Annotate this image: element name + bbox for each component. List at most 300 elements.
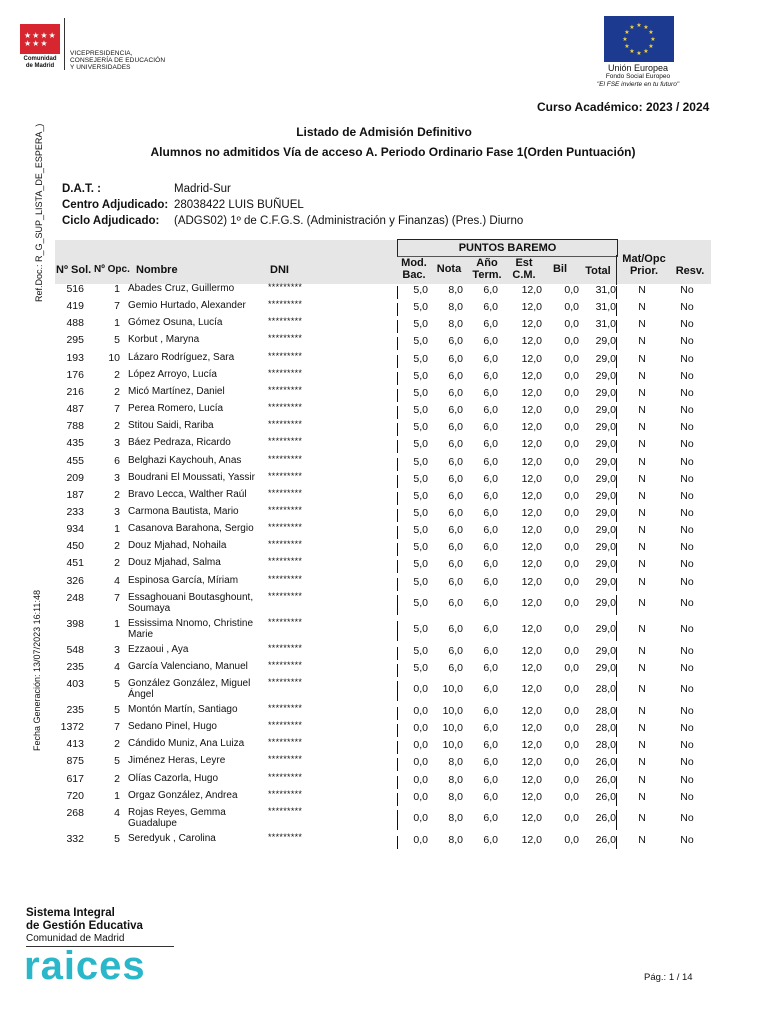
cell-anio-term: 6,0 <box>483 558 498 571</box>
cell-bil: 0,0 <box>564 455 579 468</box>
cell-mat-opc: N <box>638 472 646 485</box>
cell-mod-bac: 5,0 <box>413 369 428 382</box>
row-right-rule <box>616 355 617 368</box>
row-left-rule <box>397 303 398 316</box>
cell-mod-bac: 0,0 <box>413 722 428 735</box>
cell-nsol: 875 <box>66 755 84 768</box>
cell-nsol: 487 <box>66 403 84 416</box>
table-row <box>0 522 768 539</box>
cell-nsol: 216 <box>66 385 84 398</box>
col-header-nopc: Nº Opc. <box>94 264 130 275</box>
cell-nombre: Bravo Lecca, Walther Raúl <box>128 488 247 500</box>
course-label: Curso Académico: <box>537 100 643 114</box>
cell-mat-opc: N <box>638 558 646 571</box>
cell-anio-term: 6,0 <box>483 421 498 434</box>
row-left-rule <box>397 836 398 849</box>
cell-dni: ********* <box>268 805 303 816</box>
cell-anio-term: 6,0 <box>483 683 498 695</box>
eu-motto: "El FSE invierte en tu futuro" <box>596 81 680 88</box>
cell-resv: No <box>680 773 694 786</box>
cell-nopc: 2 <box>114 385 120 398</box>
cell-dni: ********* <box>268 504 303 515</box>
cell-mod-bac: 5,0 <box>413 558 428 571</box>
cell-anio-term: 6,0 <box>483 722 498 735</box>
cell-bil: 0,0 <box>564 524 579 537</box>
cell-total: 29,0 <box>595 541 616 554</box>
cell-nombre: Rojas Reyes, Gemma Guadalupe <box>128 806 226 829</box>
col-header-est-line2: C.M. <box>512 269 536 281</box>
table-row <box>0 720 768 737</box>
row-right-rule <box>616 303 617 316</box>
col-header-resv: Resv. <box>675 265 705 277</box>
cell-est-cm: 12,0 <box>521 541 542 554</box>
cell-mod-bac: 5,0 <box>413 301 428 314</box>
cell-mat-opc: N <box>638 455 646 468</box>
cell-bil: 0,0 <box>564 811 579 824</box>
cell-nopc: 7 <box>114 721 120 734</box>
cell-total: 29,0 <box>595 622 616 635</box>
cell-nsol: 326 <box>66 574 84 587</box>
row-right-rule <box>616 475 617 488</box>
cell-anio-term: 6,0 <box>483 773 498 786</box>
cell-anio-term: 6,0 <box>483 301 498 314</box>
cell-mod-bac: 0,0 <box>413 773 428 786</box>
cell-nopc: 5 <box>114 334 120 347</box>
cell-resv: No <box>680 683 694 695</box>
cell-dni: ********* <box>268 350 303 361</box>
row-right-rule <box>616 664 617 677</box>
col-header-mod-line2: Bac. <box>402 269 426 281</box>
dat-value: Madrid-Sur <box>174 183 231 195</box>
cell-mat-opc: N <box>638 386 646 399</box>
row-right-rule <box>616 810 617 830</box>
row-left-rule <box>397 595 398 615</box>
table-row <box>0 832 768 849</box>
cell-resv: No <box>680 352 694 365</box>
cell-anio-term: 6,0 <box>483 489 498 502</box>
cell-nota: 10,0 <box>442 722 463 735</box>
cell-anio-term: 6,0 <box>483 756 498 769</box>
cell-nopc: 2 <box>114 557 120 570</box>
cell-total: 28,0 <box>595 722 616 735</box>
cell-est-cm: 12,0 <box>521 421 542 434</box>
logo-stars-icon: ★★★★ ★★★ <box>24 31 57 48</box>
cell-est-cm: 12,0 <box>521 833 542 846</box>
cell-bil: 0,0 <box>564 472 579 485</box>
table-row <box>0 660 768 677</box>
cell-total: 26,0 <box>595 811 616 824</box>
cell-resv: No <box>680 455 694 468</box>
row-right-rule <box>616 406 617 419</box>
cell-mat-opc: N <box>638 335 646 348</box>
svg-text:★: ★ <box>622 36 628 43</box>
dept-line1: VICEPRESIDENCIA, <box>70 50 133 57</box>
cell-nsol: 248 <box>66 591 84 604</box>
footer-system-line1: Sistema Integral <box>26 907 115 919</box>
cell-mod-bac: 5,0 <box>413 438 428 451</box>
table-row <box>0 591 768 617</box>
cell-dni: ********* <box>268 677 303 687</box>
row-left-rule <box>397 560 398 573</box>
cell-resv: No <box>680 489 694 502</box>
cell-mat-opc: N <box>638 284 646 296</box>
cell-dni: ********* <box>268 659 303 670</box>
cell-nota: 8,0 <box>448 756 463 769</box>
cell-nota: 10,0 <box>442 739 463 752</box>
row-left-rule <box>397 724 398 737</box>
cell-nopc: 4 <box>114 806 120 819</box>
cell-total: 29,0 <box>595 421 616 434</box>
cell-total: 29,0 <box>595 661 616 674</box>
cell-nota: 6,0 <box>448 472 463 485</box>
footer-system-line2: de Gestión Educativa <box>26 920 143 932</box>
cell-dni: ********* <box>268 316 303 327</box>
cell-nopc: 1 <box>114 317 120 330</box>
cell-nombre: Gemio Hurtado, Alexander <box>128 300 246 312</box>
cell-nombre: Essissima Nnomo, Christine Marie <box>128 617 254 640</box>
row-right-rule <box>616 681 617 701</box>
cell-resv: No <box>680 558 694 571</box>
cell-nsol: 235 <box>66 660 84 673</box>
cell-nota: 6,0 <box>448 506 463 519</box>
cell-total: 31,0 <box>595 284 616 296</box>
cell-est-cm: 12,0 <box>521 301 542 314</box>
centro-label: Centro Adjudicado: <box>62 199 169 211</box>
cell-mod-bac: 5,0 <box>413 421 428 434</box>
cell-nombre: Essaghouani Boutasghount, Soumaya <box>128 591 254 614</box>
table-row <box>0 454 768 471</box>
cell-bil: 0,0 <box>564 404 579 417</box>
cell-mat-opc: N <box>638 705 646 717</box>
cell-anio-term: 6,0 <box>483 369 498 382</box>
cell-est-cm: 12,0 <box>521 352 542 365</box>
cell-bil: 0,0 <box>564 575 579 588</box>
cell-dni: ********* <box>268 419 303 430</box>
row-right-rule <box>616 440 617 453</box>
col-header-bil: Bil <box>552 263 568 275</box>
footer-community: Comunidad de Madrid <box>26 933 125 944</box>
table-row <box>0 789 768 806</box>
eu-stars-icon <box>604 16 674 62</box>
table-row <box>0 703 768 720</box>
cell-nombre: Gómez Osuna, Lucía <box>128 317 223 329</box>
cell-nsol: 451 <box>66 557 84 570</box>
cell-nombre: Micó Martínez, Daniel <box>128 385 225 397</box>
cell-nopc: 6 <box>114 454 120 467</box>
cell-mat-opc: N <box>638 404 646 417</box>
cell-nota: 10,0 <box>442 683 463 695</box>
cell-dni: ********* <box>268 590 303 601</box>
cell-resv: No <box>680 506 694 519</box>
cell-bil: 0,0 <box>564 683 579 695</box>
dept-line3: Y UNIVERSIDADES <box>70 64 131 71</box>
cell-mod-bac: 0,0 <box>413 739 428 752</box>
row-left-rule <box>397 492 398 505</box>
table-row <box>0 677 768 703</box>
row-left-rule <box>397 578 398 591</box>
cell-nopc: 4 <box>114 660 120 673</box>
puntos-baremo-right-border <box>616 255 617 285</box>
table-row <box>0 333 768 350</box>
cell-mod-bac: 5,0 <box>413 352 428 365</box>
row-right-rule <box>616 543 617 556</box>
cell-dni: ********* <box>268 573 303 584</box>
cell-nopc: 5 <box>114 704 120 716</box>
cell-resv: No <box>680 524 694 537</box>
eu-flag-icon <box>604 16 674 62</box>
cell-mat-opc: N <box>638 622 646 635</box>
cell-nopc: 1 <box>114 523 120 536</box>
eu-fund: Fondo Social Europeo <box>605 73 671 80</box>
col-header-nombre: Nombre <box>136 264 178 276</box>
table-row <box>0 402 768 419</box>
cell-nota: 6,0 <box>448 438 463 451</box>
table-row <box>0 316 768 333</box>
table-row <box>0 282 768 299</box>
cell-nombre: Korbut , Maryna <box>128 334 200 346</box>
row-left-rule <box>397 423 398 436</box>
cell-nombre: Cándido Muniz, Ana Luiza <box>128 738 245 750</box>
cell-anio-term: 6,0 <box>483 472 498 485</box>
eu-fund-text <box>580 73 696 89</box>
cell-total: 29,0 <box>595 575 616 588</box>
cell-anio-term: 6,0 <box>483 790 498 803</box>
cell-mat-opc: N <box>638 773 646 786</box>
cell-resv: No <box>680 438 694 451</box>
cell-bil: 0,0 <box>564 790 579 803</box>
row-left-rule <box>397 509 398 522</box>
cell-dni: ********* <box>268 831 303 842</box>
cell-nota: 8,0 <box>448 833 463 846</box>
org-name-line2: de Madrid <box>25 63 55 69</box>
cell-nsol: 398 <box>66 617 84 630</box>
row-left-rule <box>397 526 398 539</box>
cell-nopc: 5 <box>114 678 120 690</box>
puntos-baremo-header: PUNTOS BAREMO <box>397 239 618 257</box>
cell-dni: ********* <box>268 367 303 378</box>
cell-bil: 0,0 <box>564 335 579 348</box>
cell-nombre: Casanova Barahona, Sergio <box>128 523 254 535</box>
cell-total: 29,0 <box>595 596 616 609</box>
cell-resv: No <box>680 369 694 382</box>
cell-total: 29,0 <box>595 644 616 657</box>
cell-nsol: 209 <box>66 471 84 484</box>
cell-nombre: Douz Mjahad, Nohaila <box>128 540 227 552</box>
cell-dni: ********* <box>268 384 303 395</box>
cell-nota: 6,0 <box>448 335 463 348</box>
cell-anio-term: 6,0 <box>483 596 498 609</box>
table-row <box>0 299 768 316</box>
cell-nota: 6,0 <box>448 489 463 502</box>
row-right-rule <box>616 320 617 333</box>
page-subtitle: Alumnos no admitidos Vía de acceso A. Periodo Ordinario Fase 1(Orden Puntuación) <box>150 145 636 159</box>
cell-nsol: 617 <box>66 772 84 785</box>
cell-mod-bac: 5,0 <box>413 489 428 502</box>
cell-nombre: Orgaz González, Andrea <box>128 789 238 801</box>
cell-nopc: 3 <box>114 471 120 484</box>
cell-bil: 0,0 <box>564 622 579 635</box>
cell-dni: ********* <box>268 539 303 550</box>
cell-bil: 0,0 <box>564 541 579 554</box>
cell-nombre: Stitou Saidi, Rariba <box>128 420 214 432</box>
table-row <box>0 772 768 789</box>
cell-total: 29,0 <box>595 335 616 348</box>
cell-dni: ********* <box>268 616 303 627</box>
cell-resv: No <box>680 386 694 399</box>
cell-mod-bac: 5,0 <box>413 541 428 554</box>
cell-total: 28,0 <box>595 739 616 752</box>
row-left-rule <box>397 320 398 333</box>
cell-nota: 6,0 <box>448 541 463 554</box>
cell-bil: 0,0 <box>564 722 579 735</box>
row-left-rule <box>397 741 398 754</box>
cell-anio-term: 6,0 <box>483 386 498 399</box>
table-row <box>0 556 768 573</box>
row-right-rule <box>616 389 617 402</box>
cell-nopc: 3 <box>114 643 120 656</box>
cell-est-cm: 12,0 <box>521 489 542 502</box>
table-row <box>0 737 768 754</box>
cell-bil: 0,0 <box>564 833 579 846</box>
col-header-est <box>510 257 538 281</box>
cell-est-cm: 12,0 <box>521 558 542 571</box>
cell-est-cm: 12,0 <box>521 438 542 451</box>
cell-bil: 0,0 <box>564 301 579 314</box>
col-header-matopc <box>618 253 670 277</box>
comunidad-madrid-logo <box>20 24 60 54</box>
cell-est-cm: 12,0 <box>521 622 542 635</box>
row-left-rule <box>397 647 398 660</box>
cell-nombre: Seredyuk , Carolina <box>128 832 216 844</box>
cell-mod-bac: 5,0 <box>413 318 428 331</box>
col-header-mod <box>398 257 430 281</box>
col-header-dni: DNI <box>270 264 289 276</box>
cell-nota: 6,0 <box>448 455 463 468</box>
cell-resv: No <box>680 756 694 769</box>
cell-dni: ********* <box>268 487 303 498</box>
cell-nsol: 235 <box>66 704 84 716</box>
table-row <box>0 617 768 643</box>
cell-nota: 6,0 <box>448 369 463 382</box>
cell-mod-bac: 5,0 <box>413 455 428 468</box>
cell-total: 31,0 <box>595 301 616 314</box>
row-left-rule <box>397 707 398 720</box>
cell-resv: No <box>680 472 694 485</box>
cell-total: 26,0 <box>595 756 616 769</box>
cell-mat-opc: N <box>638 661 646 674</box>
cell-resv: No <box>680 301 694 314</box>
cell-nombre: Abades Cruz, Guillermo <box>128 283 235 294</box>
cell-nota: 6,0 <box>448 558 463 571</box>
col-header-matopc-line2: Prior. <box>629 265 659 277</box>
cell-mat-opc: N <box>638 790 646 803</box>
table-row <box>0 806 768 832</box>
cell-total: 28,0 <box>595 705 616 717</box>
cell-dni: ********* <box>268 703 303 713</box>
row-left-rule <box>397 372 398 385</box>
course-value: 2023 / 2024 <box>645 100 710 114</box>
cell-nota: 8,0 <box>448 790 463 803</box>
cell-anio-term: 6,0 <box>483 541 498 554</box>
cell-mat-opc: N <box>638 301 646 314</box>
page-title: Listado de Admisión Definitivo <box>296 125 472 139</box>
cell-nota: 8,0 <box>448 284 463 296</box>
cell-est-cm: 12,0 <box>521 705 542 717</box>
cell-nota: 6,0 <box>448 575 463 588</box>
cell-est-cm: 12,0 <box>521 284 542 296</box>
cell-bil: 0,0 <box>564 661 579 674</box>
cell-est-cm: 12,0 <box>521 644 542 657</box>
row-right-rule <box>616 621 617 641</box>
cell-resv: No <box>680 284 694 296</box>
col-header-est-line1: Est <box>515 257 533 269</box>
cell-nombre: López Arroyo, Lucía <box>128 368 217 380</box>
col-header-mod-line1: Mod. <box>401 257 427 269</box>
cell-anio-term: 6,0 <box>483 404 498 417</box>
cell-nopc: 2 <box>114 368 120 381</box>
cell-anio-term: 6,0 <box>483 622 498 635</box>
cell-nota: 8,0 <box>448 811 463 824</box>
cell-nombre: González González, Miguel Ángel <box>128 678 251 700</box>
cell-dni: ********* <box>268 453 303 464</box>
cell-nopc: 3 <box>114 505 120 518</box>
cell-mod-bac: 5,0 <box>413 661 428 674</box>
dept-line2: CONSEJERÍA DE EDUCACIÓN <box>70 57 166 64</box>
cell-mod-bac: 0,0 <box>413 833 428 846</box>
cell-est-cm: 12,0 <box>521 318 542 331</box>
cell-nopc: 7 <box>114 300 120 313</box>
cell-total: 29,0 <box>595 438 616 451</box>
cell-resv: No <box>680 705 694 717</box>
row-left-rule <box>397 458 398 471</box>
row-right-rule <box>616 458 617 471</box>
cell-mod-bac: 5,0 <box>413 524 428 537</box>
cell-mat-opc: N <box>638 683 646 695</box>
cell-anio-term: 6,0 <box>483 833 498 846</box>
cell-mat-opc: N <box>638 756 646 769</box>
cell-total: 29,0 <box>595 524 616 537</box>
cell-dni: ********* <box>268 299 303 310</box>
cell-anio-term: 6,0 <box>483 438 498 451</box>
cell-dni: ********* <box>268 642 303 653</box>
table-row <box>0 643 768 660</box>
cell-mod-bac: 5,0 <box>413 644 428 657</box>
cell-est-cm: 12,0 <box>521 739 542 752</box>
cell-nota: 8,0 <box>448 773 463 786</box>
row-left-rule <box>397 664 398 677</box>
cell-nopc: 5 <box>114 832 120 845</box>
cell-nsol: 193 <box>66 351 84 364</box>
cell-total: 29,0 <box>595 455 616 468</box>
cell-est-cm: 12,0 <box>521 455 542 468</box>
row-right-rule <box>616 492 617 505</box>
cell-nsol: 295 <box>66 334 84 347</box>
cell-total: 26,0 <box>595 790 616 803</box>
cell-nota: 10,0 <box>442 705 463 717</box>
cell-nopc: 4 <box>114 574 120 587</box>
cell-est-cm: 12,0 <box>521 661 542 674</box>
cell-est-cm: 12,0 <box>521 506 542 519</box>
cell-nota: 6,0 <box>448 644 463 657</box>
cell-total: 29,0 <box>595 386 616 399</box>
svg-text:★: ★ <box>650 36 656 43</box>
cell-bil: 0,0 <box>564 596 579 609</box>
cell-nota: 8,0 <box>448 318 463 331</box>
col-header-anio <box>468 257 506 281</box>
table-row <box>0 574 768 591</box>
table-row <box>0 385 768 402</box>
cell-nota: 6,0 <box>448 386 463 399</box>
